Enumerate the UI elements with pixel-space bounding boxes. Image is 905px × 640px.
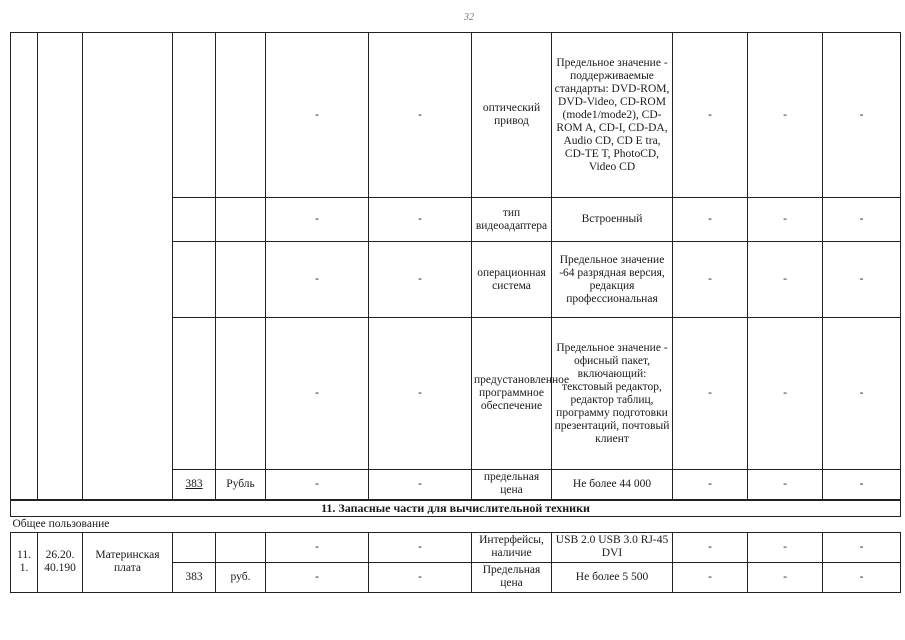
characteristic-cell: Предельная цена (472, 562, 552, 592)
table-cell: - (748, 470, 823, 500)
table-cell: - (673, 318, 748, 470)
value-cell: USB 2.0 USB 3.0 RJ-45 DVI (552, 532, 673, 562)
section-header-row (11, 500, 901, 517)
unit-cell (216, 532, 266, 562)
table-cell: - (673, 33, 748, 198)
group-label: Общее пользование (11, 516, 901, 532)
table-cell: - (823, 198, 901, 242)
table-cell: - (266, 562, 369, 592)
table-cell: - (823, 470, 901, 500)
table-cell: - (266, 198, 369, 242)
value-cell: Не более 5 500 (552, 562, 673, 592)
table-cell: - (369, 33, 472, 198)
table-cell: - (748, 562, 823, 592)
code-cell (173, 242, 216, 318)
unit-cell (216, 242, 266, 318)
table-cell: - (748, 532, 823, 562)
code-cell (173, 198, 216, 242)
num-cell: 11. 1. (11, 532, 38, 592)
characteristic-cell: операционная система (472, 242, 552, 318)
unit-cell (216, 198, 266, 242)
table-row (11, 532, 901, 562)
characteristic-cell: тип видеоадаптера (472, 198, 552, 242)
code-cell: 383 (173, 562, 216, 592)
unit-cell (216, 318, 266, 470)
code-cell (173, 33, 216, 198)
unit-cell (216, 33, 266, 198)
value-cell: Встроенный (552, 198, 673, 242)
table-cell: - (748, 198, 823, 242)
table-cell: - (369, 318, 472, 470)
value-cell: Предельное значение -64 разрядная версия, редакция профессиональная (552, 242, 673, 318)
table-cell: - (673, 470, 748, 500)
page-number: 32 (464, 12, 474, 23)
unit-cell: Рубль (216, 470, 266, 500)
value-cell: Предельное значение - офисный пакет, включающий: текстовый редактор, редактор таблиц, программу подготовки презентаций, почтовый клиент (552, 318, 673, 470)
characteristic-cell: Интерфейсы, наличие (472, 532, 552, 562)
table-cell: - (266, 532, 369, 562)
table-cell: - (266, 318, 369, 470)
table-cell: - (673, 532, 748, 562)
table-cell: - (823, 242, 901, 318)
characteristic-cell: предельная цена (472, 470, 552, 500)
table-cell: - (369, 532, 472, 562)
table-cell: - (823, 532, 901, 562)
section-title: 11. Запасные части для вычислительной техники (11, 500, 901, 517)
table-row (11, 33, 901, 198)
table-cell: - (369, 198, 472, 242)
table-cell: - (823, 33, 901, 198)
table-cell: - (823, 562, 901, 592)
table-cell: - (266, 470, 369, 500)
code-cell (173, 470, 216, 500)
table-cell: - (748, 33, 823, 198)
okpd-cell: 26.20. 40.190 (38, 532, 83, 592)
value-cell: Предельное значение - поддерживаемые стандарты: DVD-ROM, DVD-Video, CD-ROM (mode1/mode2), CD-ROM A, CD-I, CD-DA, Audio CD, CD E tra, CD-TE T, PhotoCD, Video CD (552, 33, 673, 198)
table-cell: - (266, 242, 369, 318)
table-cell: - (748, 242, 823, 318)
table-cell: - (823, 318, 901, 470)
table-cell: - (266, 33, 369, 198)
table-cell: - (673, 198, 748, 242)
name-cell: Материнская плата (83, 532, 173, 592)
table-cell: - (369, 242, 472, 318)
name-cell (83, 33, 173, 500)
num-cell (11, 33, 38, 500)
value-cell: Не более 44 000 (552, 470, 673, 500)
okpd-cell (38, 33, 83, 500)
table-cell: - (369, 562, 472, 592)
group-row (11, 516, 901, 532)
table-cell: - (369, 470, 472, 500)
table-cell: - (748, 318, 823, 470)
table-cell: - (673, 562, 748, 592)
specification-table (10, 32, 901, 593)
characteristic-cell: предустановленное программное обеспечение (472, 318, 552, 470)
okei-code: 383 (185, 477, 203, 490)
unit-cell: руб. (216, 562, 266, 592)
characteristic-cell: оптический привод (472, 33, 552, 198)
table-cell: - (673, 242, 748, 318)
code-cell (173, 532, 216, 562)
code-cell (173, 318, 216, 470)
